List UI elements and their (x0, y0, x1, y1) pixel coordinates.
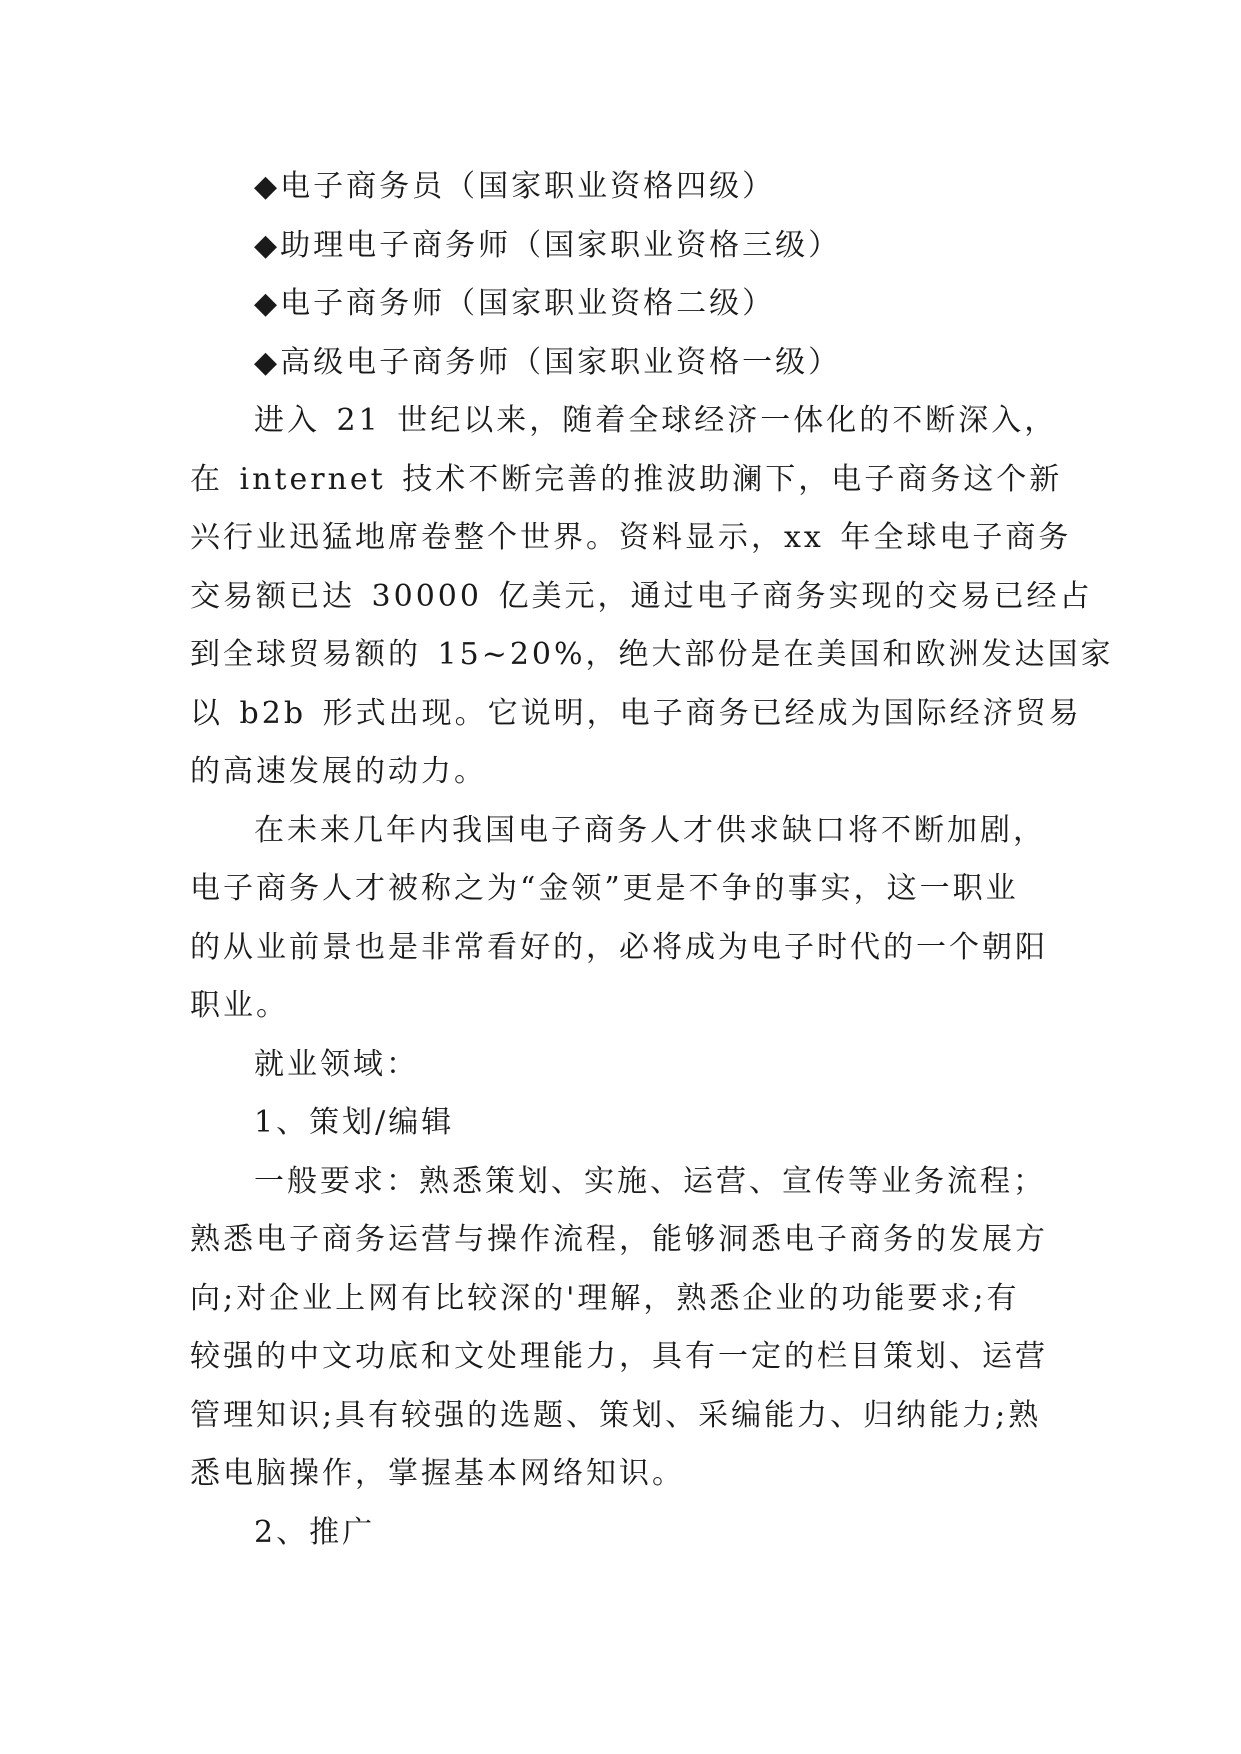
paragraph-line: 悉电脑操作，掌握基本网络知识。 (190, 1456, 685, 1491)
paragraph-line: 的从业前景也是非常看好的，必将成为电子时代的一个朝阳 (190, 929, 1048, 965)
paragraph-line: 一般要求：熟悉策划、实施、运营、宣传等业务流程； (254, 1163, 1046, 1199)
paragraph-line: 职业。 (190, 988, 289, 1023)
paragraph-line: 交易额已达 30000 亿美元，通过电子商务实现的交易已经占 (190, 578, 1093, 614)
paragraph-line: 的高速发展的动力。 (190, 754, 487, 789)
paragraph-line: 在未来几年内我国电子商务人才供求缺口将不断加剧， (254, 812, 1046, 848)
employment-heading: 就业领域： (254, 1046, 419, 1082)
paragraph-line: 兴行业迅猛地席卷整个世界。资料显示，xx 年全球电子商务 (190, 520, 1072, 555)
paragraph-requirements (190, 1153, 1060, 1504)
paragraph-line: 在 internet 技术不断完善的推波助澜下，电子商务这个新 (190, 461, 1063, 497)
paragraph-line: 向;对企业上网有比较深的'理解，熟悉企业的功能要求;有 (190, 1280, 1020, 1316)
list-item: ◆助理电子商务师（国家职业资格三级） (254, 227, 842, 263)
paragraph-line: 管理知识;具有较强的选题、策划、采编能力、归纳能力;熟 (190, 1397, 1042, 1433)
paragraph-line: 以 b2b 形式出现。它说明，电子商务已经成为国际经济贸易 (190, 695, 1082, 731)
list-item: ◆电子商务员（国家职业资格四级） (254, 169, 776, 204)
paragraph-talent-demand (190, 802, 1060, 1036)
paragraph-line: 熟悉电子商务运营与操作流程，能够洞悉电子商务的发展方 (190, 1222, 1048, 1257)
qualification-list (190, 158, 1060, 392)
section-title-planning: 1、策划/编辑 (254, 1105, 455, 1140)
section-title-promotion: 2、推广 (254, 1514, 376, 1550)
paragraph-line: 电子商务人才被称之为“金领”更是不争的事实，这一职业 (190, 871, 1019, 906)
list-item: ◆高级电子商务师（国家职业资格一级） (254, 344, 842, 380)
list-item: ◆电子商务师（国家职业资格二级） (254, 286, 776, 321)
document-page (190, 158, 1114, 1562)
paragraph-ecommerce-growth (190, 392, 1114, 802)
paragraph-line: 到全球贸易额的 15~20%，绝大部份是在美国和欧洲发达国家 (190, 637, 1114, 672)
paragraph-line: 较强的中文功底和文处理能力，具有一定的栏目策划、运营 (190, 1339, 1048, 1374)
paragraph-line: 进入 21 世纪以来，随着全球经济一体化的不断深入， (254, 403, 1058, 438)
